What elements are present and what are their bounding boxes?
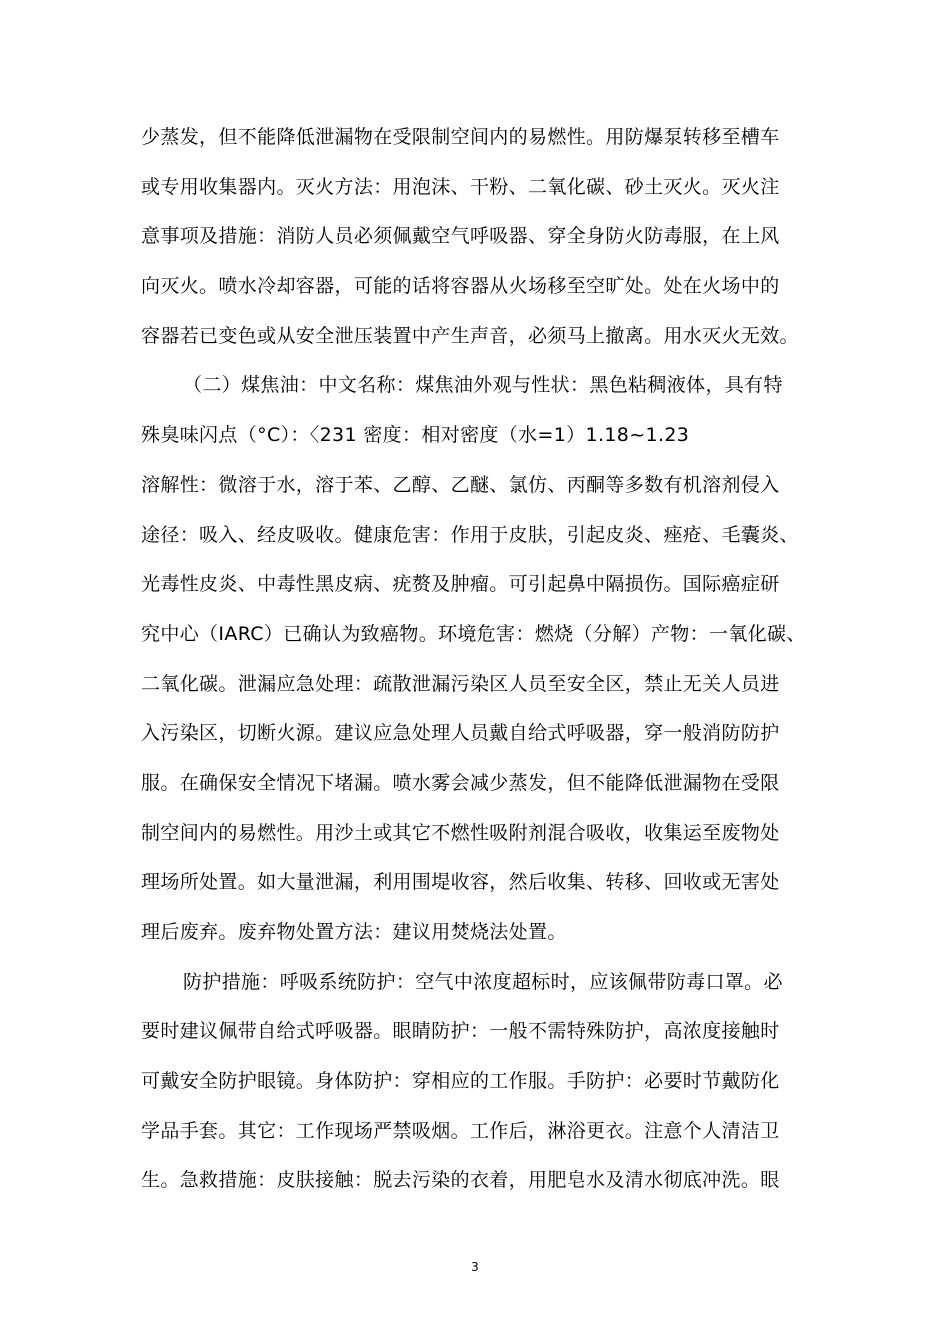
text-line: 殊臭味闪点（°C）：〈231 密度：相对密度（水=1）1.18~1.23 <box>141 424 690 447</box>
paragraph-start-line: （二）煤焦油：中文名称：煤焦油外观与性状：黑色粘稠液体，具有特 <box>183 374 783 397</box>
text-line: 要时建议佩带自给式呼吸器。眼睛防护：一般不需特殊防护，高浓度接触时 <box>141 1020 780 1043</box>
text-line: 向灭火。喷水冷却容器，可能的话将容器从火场移至空旷处。处在火场中的 <box>141 275 780 298</box>
text-line: 学品手套。其它：工作现场严禁吸烟。工作后，淋浴更衣。注意个人清洁卫 <box>141 1119 780 1142</box>
text-line: 服。在确保安全情况下堵漏。喷水雾会减少蒸发，但不能降低泄漏物在受限 <box>141 771 780 794</box>
text-line: 少蒸发，但不能降低泄漏物在受限制空间内的易燃性。用防爆泵转移至槽车 <box>141 126 780 148</box>
text-line: 可戴安全防护眼镜。身体防护：穿相应的工作服。手防护：必要时节戴防化 <box>141 1070 780 1093</box>
text-line: 理后废弃。废弃物处置方法：建议用焚烧法处置。 <box>141 921 567 943</box>
page-number: 3 <box>471 1260 479 1274</box>
text-line: 光毒性皮炎、中毒性黑皮病、疣赘及肿瘤。可引起鼻中隔损伤。国际癌症研 <box>141 573 780 596</box>
text-line: 生。急救措施：皮肤接触：脱去污染的衣着，用肥皂水及清水彻底冲洗。眼 <box>141 1169 780 1192</box>
text-line: 溶解性：微溶于水，溶于苯、乙醇、乙醚、氯仿、丙酮等多数有机溶剂侵入 <box>141 473 780 496</box>
text-line: 二氧化碳。泄漏应急处理：疏散泄漏污染区人员至安全区，禁止无关人员进 <box>141 672 780 695</box>
paragraph-start-line: 防护措施：呼吸系统防护：空气中浓度超标时，应该佩带防毒口罩。必 <box>183 970 783 993</box>
text-line: 入污染区，切断火源。建议应急处理人员戴自给式呼吸器，穿一般消防防护 <box>141 722 780 745</box>
text-line: 或专用收集器内。灭火方法：用泡沫、干粉、二氧化碳、砂土灭火。灭火注 <box>141 175 780 198</box>
text-line: 意事项及措施：消防人员必须佩戴空气呼吸器、穿全身防火防毒服，在上风 <box>141 225 780 248</box>
text-line: 究中心（IARC）已确认为致癌物。环境危害：燃烧（分解）产物：一氧化碳、 <box>141 622 806 645</box>
text-line: 途径：吸入、经皮吸收。健康危害：作用于皮肤，引起皮炎、痤疮、毛囊炎、 <box>141 523 799 546</box>
body-text <box>141 113 841 1206</box>
text-line: 理场所处置。如大量泄漏，利用围堤收容，然后收集、转移、回收或无害处 <box>141 871 780 894</box>
text-line: 制空间内的易燃性。用沙土或其它不燃性吸附剂混合吸收，收集运至废物处 <box>141 821 780 844</box>
text-line: 容器若已变色或从安全泄压装置中产生声音，必须马上撤离。用水灭火无效。 <box>141 324 799 347</box>
